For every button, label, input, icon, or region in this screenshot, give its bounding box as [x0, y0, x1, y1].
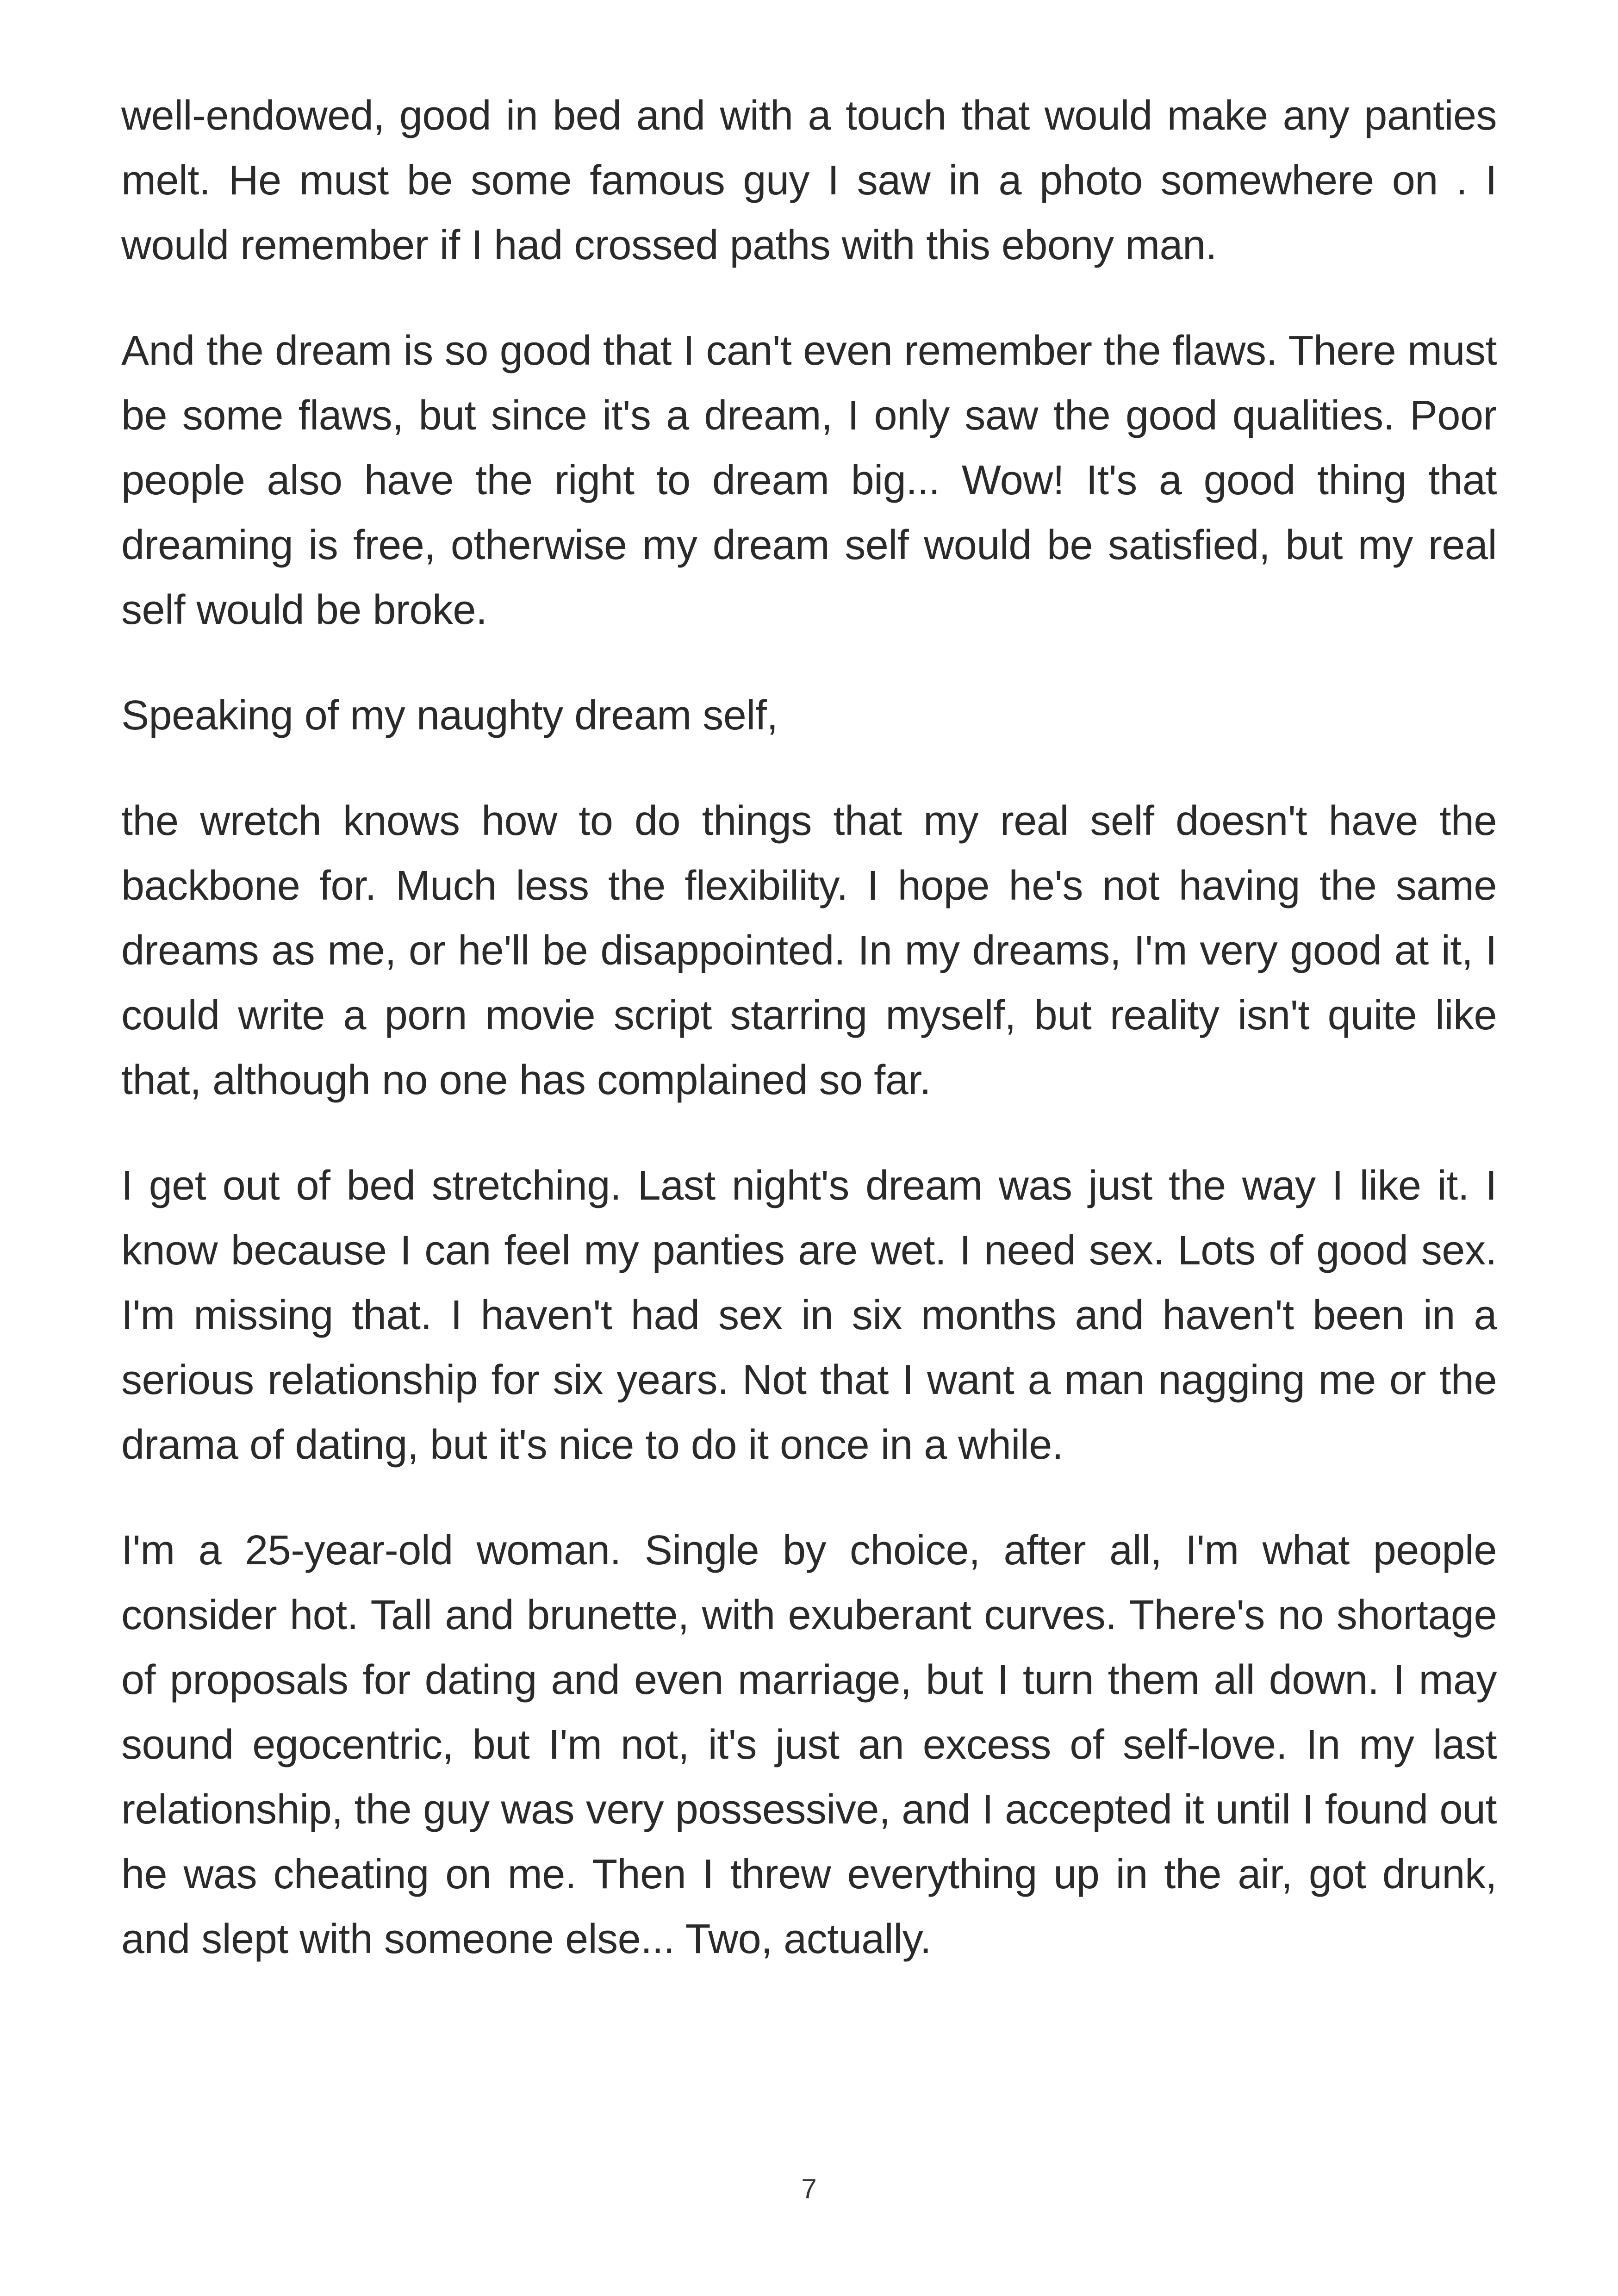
paragraph-1: well-endowed, good in bed and with a touch that would make any panties melt. He must be some famous guy I saw in a photo somewhere on . I would remember if I had crossed paths with this ebony man.	[121, 93, 1497, 268]
paragraph-4: the wretch knows how to do things that my real self doesn't have the backbone for. Much less the flexibility. I hope he's not having the same dreams as me, or he'll be disappointed. In my dreams, I'm very good at it, I could write a porn movie script starring myself, but reality isn't quite like that, although no one has complained so far.	[121, 798, 1497, 1103]
paragraph-3: Speaking of my naughty dream self,	[121, 692, 778, 739]
paragraph-5: I get out of bed stretching. Last night's dream was just the way I like it. I know because I can feel my panties are wet. I need sex. Lots of good sex. I'm missing that. I haven't had sex in six months and haven't been in a serious relationship for six years. Not that I want a man nagging me or the drama of dating, but it's nice to do it once in a while.	[121, 1163, 1497, 1468]
paragraph-6: I'm a 25-year-old woman. Single by choice, after all, I'm what people consider hot. Tall and brunette, with exuberant curves. There's no shortage of proposals for dating and even marriage, but I turn them all down. I may sound egocentric, but I'm not, it's just an excess of self-love. In my last relationship, the guy was very possessive, and I accepted it until I found out he was cheating on me. Then I threw everything up in the air, got drunk, and slept with someone else... Two, actually.	[121, 1527, 1497, 1962]
paragraph-2: And the dream is so good that I can't even remember the flaws. There must be some flaws, but since it's a dream, I only saw the good qualities. Poor people also have the right to dream big... Wow! It's a good thing that dreaming is free, otherwise my dream self would be satisfied, but my real self would be broke.	[121, 328, 1497, 633]
body-text	[121, 83, 1497, 2012]
page-number: 7	[801, 2173, 817, 2204]
